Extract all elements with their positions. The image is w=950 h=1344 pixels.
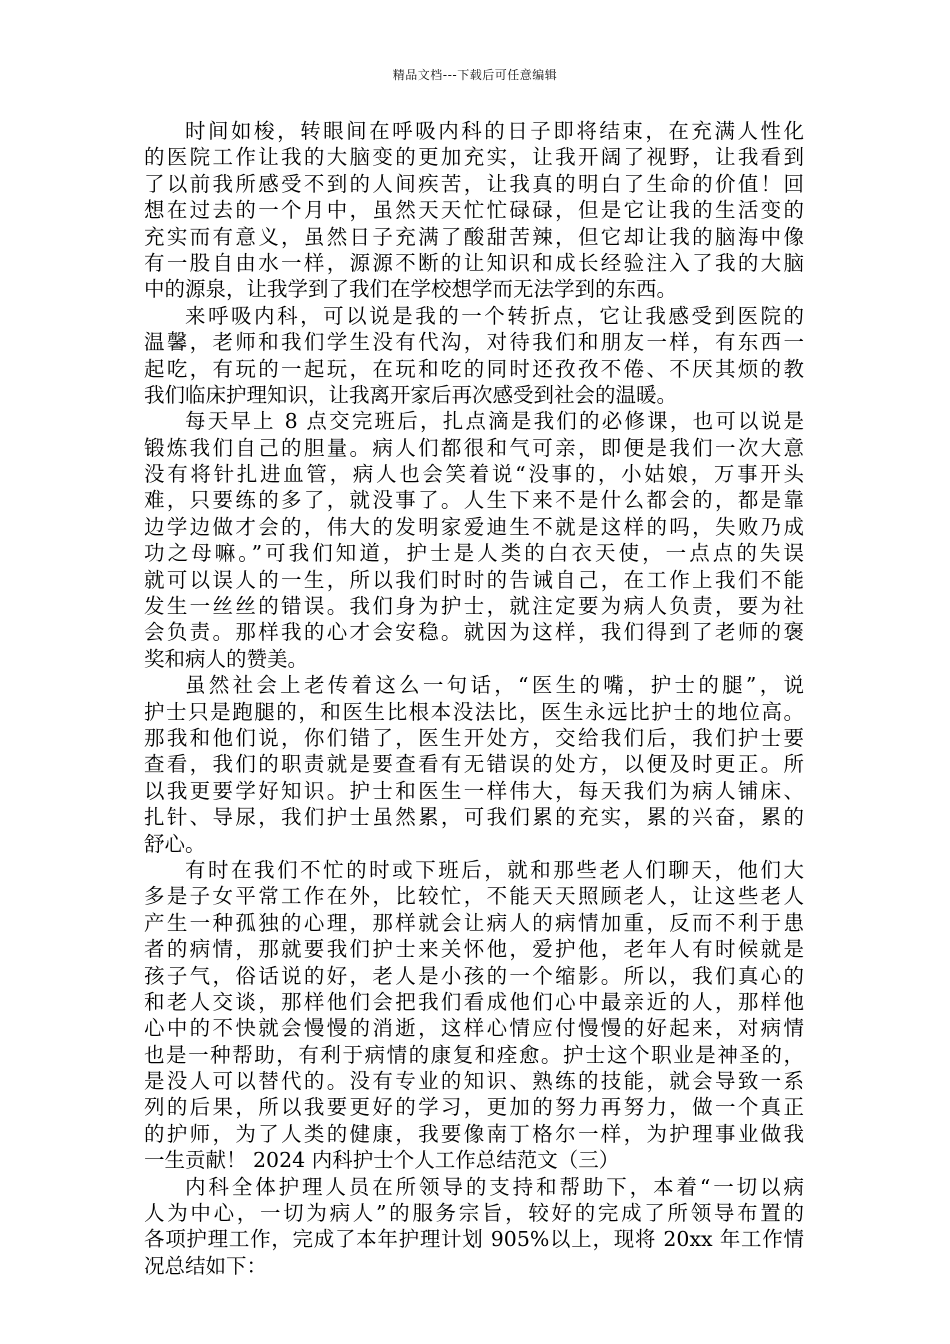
text-line: 产生一种孤独的心理，那样就会让病人的病情加重，反而不利于患 xyxy=(144,910,804,935)
text-line: 心中的不快就会慢慢的消逝，这样心情应付慢慢的好起来，对病情 xyxy=(144,1016,804,1041)
text-line: 一生贡献！ 2024 内科护士个人工作总结范文（三） xyxy=(144,1148,620,1173)
text-line: 没有将针扎进血管，病人也会笑着说“没事的，小姑娘，万事开头 xyxy=(144,462,804,487)
text-line: 时间如梭，转眼间在呼吸内科的日子即将结束，在充满人性化 xyxy=(185,119,804,143)
text-line: 有时在我们不忙的时或下班后，就和那些老人们聊天，他们大 xyxy=(185,857,804,882)
page-header: 精品文档---下载后可任意编辑 xyxy=(392,68,558,82)
text-line: 的护师，为了人类的健康，我要像南丁格尔一样，为护理事业做我 xyxy=(144,1121,804,1146)
text-line: 是没人可以替代的。没有专业的知识、熟练的技能，就会导致一系 xyxy=(144,1069,804,1094)
text-line: 来呼吸内科，可以说是我的一个转折点，它让我感受到医院的 xyxy=(185,303,804,328)
text-line: 功之母嘛。”可我们知道，护士是人类的白衣天使，一点点的失误 xyxy=(144,541,804,566)
text-line: 想在过去的一个月中，虽然天天忙忙碌碌，但是它让我的生活变的 xyxy=(144,198,804,223)
text-line: 的医院工作让我的大脑变的更加充实，让我开阔了视野，让我看到 xyxy=(144,145,804,170)
text-line: 内科全体护理人员在所领导的支持和帮助下，本着“一切以病 xyxy=(185,1174,804,1199)
text-line: 有一股自由水一样，源源不断的让知识和成长经验注入了我的大脑 xyxy=(144,250,804,275)
text-line: 发生一丝丝的错误。我们身为护士，就注定要为病人负责，要为社 xyxy=(144,594,804,619)
text-line: 每天早上 8 点交完班后，扎点滴是我们的必修课，也可以说是 xyxy=(185,409,804,434)
text-line: 列的后果，所以我要更好的学习，更加的努力再努力，做一个真正 xyxy=(144,1095,804,1120)
text-line: 会负责。那样我的心才会安稳。就因为这样，我们得到了老师的褒 xyxy=(144,620,804,645)
text-line: 温馨，老师和我们学生没有代沟，对待我们和朋友一样，有东西一 xyxy=(144,330,804,355)
text-line: 也是一种帮助，有利于病情的康复和痊愈。护士这个职业是神圣的， xyxy=(144,1042,804,1067)
text-line: 中的源泉，让我学到了我们在学校想学而无法学到的东西。 xyxy=(144,277,677,302)
text-line: 和老人交谈，那样他们会把我们看成他们心中最亲近的人，那样他 xyxy=(144,989,804,1014)
text-line: 虽然社会上老传着这么一句话，“医生的嘴，护士的腿”，说 xyxy=(185,673,804,698)
text-line: 以我更要学好知识。护士和医生一样伟大，每天我们为病人铺床、 xyxy=(144,778,804,803)
text-line: 况总结如下： xyxy=(144,1253,267,1278)
text-line: 扎针、导尿，我们护士虽然累，可我们累的充实，累的兴奋，累的 xyxy=(144,805,804,830)
text-line: 护士只是跑腿的，和医生比根本没法比，医生永远比护士的地位高。 xyxy=(144,699,804,724)
text-line: 充实而有意义，虽然日子充满了酸甜苦辣，但它却让我的脑海中像 xyxy=(144,224,804,249)
text-line: 了以前我所感受不到的人间疾苦，让我真的明白了生命的价值！回 xyxy=(144,171,804,196)
text-line: 查看，我们的职责就是要查看有无错误的处方，以便及时更正。所 xyxy=(144,752,804,777)
document-body xyxy=(144,118,804,1279)
text-line: 起吃，有玩的一起玩，在玩和吃的同时还孜孜不倦、不厌其烦的教 xyxy=(144,356,804,381)
text-line: 就可以误人的一生，所以我们时时的告诫自己，在工作上我们不能 xyxy=(144,567,804,592)
text-line: 多是子女平常工作在外，比较忙，不能天天照顾老人，让这些老人 xyxy=(144,884,804,909)
text-line: 奖和病人的赞美。 xyxy=(144,646,308,671)
text-line: 者的病情，那就要我们护士来关怀他，爱护他，老年人有时候就是 xyxy=(144,937,804,962)
text-line: 边学边做才会的，伟大的发明家爱迪生不就是这样的吗，失败乃成 xyxy=(144,514,804,539)
text-line: 孩子气，俗话说的好，老人是小孩的一个缩影。所以，我们真心的 xyxy=(144,963,804,988)
text-line: 难，只要练的多了，就没事了。人生下来不是什么都会的，都是靠 xyxy=(144,488,804,513)
text-line: 我们临床护理知识，让我离开家后再次感受到社会的温暖。 xyxy=(144,382,677,407)
text-line: 人为中心，一切为病人”的服务宗旨，较好的完成了所领导布置的 xyxy=(144,1201,804,1226)
text-line: 各项护理工作，完成了本年护理计划 905%以上，现将 20xx 年工作情 xyxy=(144,1227,804,1252)
text-line: 那我和他们说，你们错了，医生开处方，交给我们后，我们护士要 xyxy=(144,725,804,750)
text-line: 舒心。 xyxy=(144,831,206,856)
text-line: 锻炼我们自己的胆量。病人们都很和气可亲，即便是我们一次大意 xyxy=(144,435,804,460)
